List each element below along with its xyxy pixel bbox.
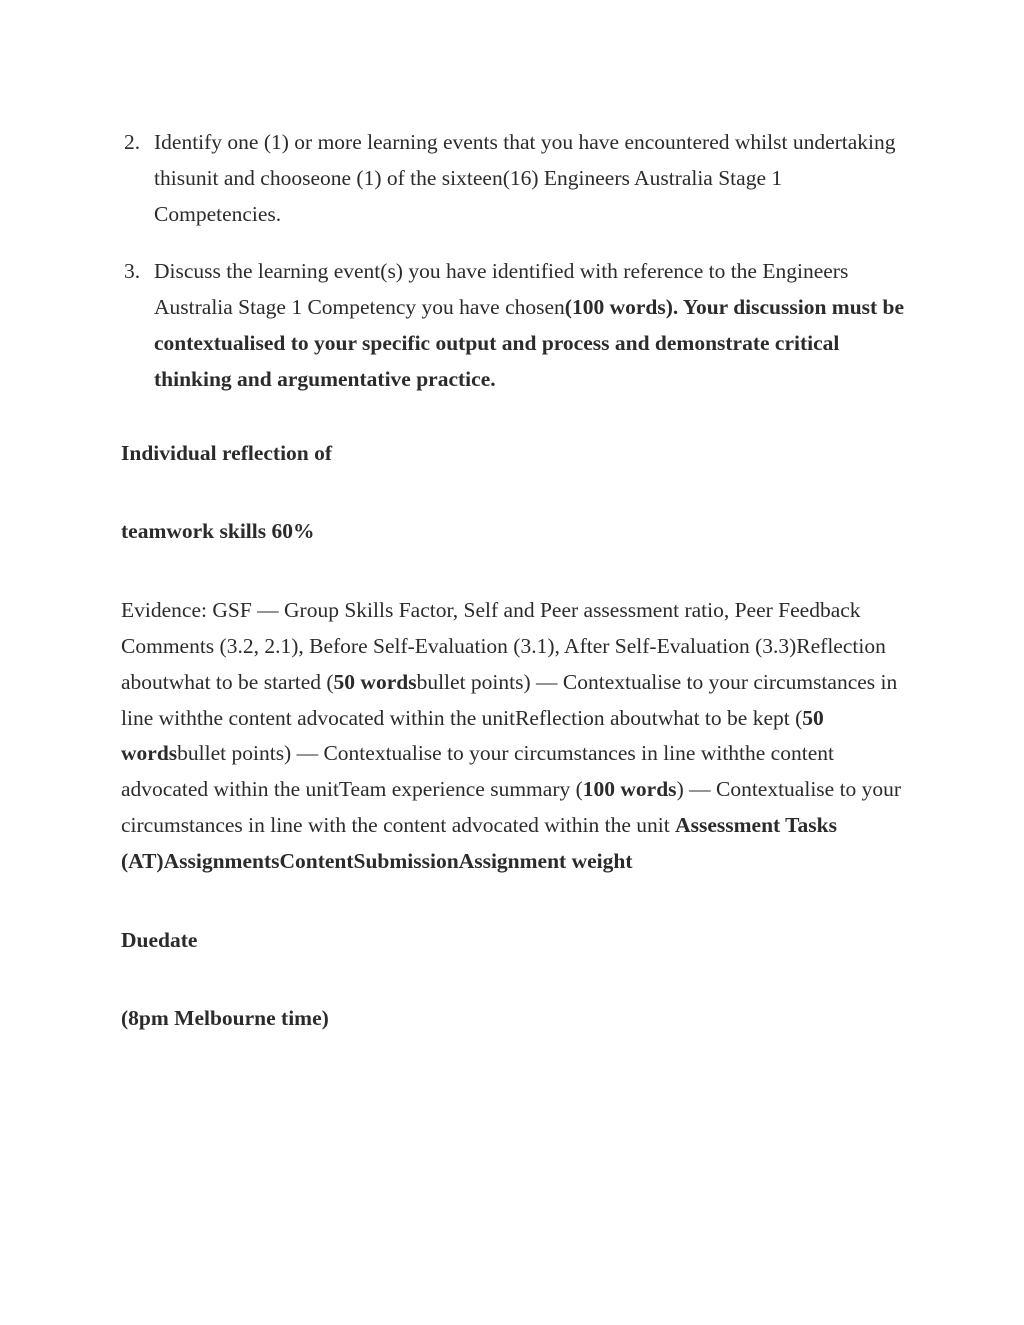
evidence-text-2: bullet points) — Contextualise to your circumstances in line withthe content advocated within the unitReflection aboutwhat to be kept (: [121, 669, 898, 730]
evidence-text-3: bullet points) — Contextualise to your circumstances in line withthe content advocated within the unitTeam experience summary (: [121, 741, 834, 802]
evidence-bold-2: 50 words: [121, 705, 824, 766]
list-item-text: Identify one (1) or more learning events that you have encountered whilst undertaking thisunit and chooseone (1) of the sixteen(16) Engineers Australia Stage 1 Competencies.: [154, 130, 896, 226]
section-heading-teamwork-skills: teamwork skills 60%: [121, 519, 315, 544]
list-item-number: 3.: [124, 259, 141, 284]
list-item-bold-text: (100 words). Your discussion must be contextualised to your specific output and process and demonstrate critical thinking and argumentative practice.: [154, 295, 905, 391]
section-heading-time: (8pm Melbourne time): [121, 1006, 329, 1031]
list-item: [121, 254, 911, 397]
evidence-text-4: ) — Contextualise to your circumstances in line with the content advocated within the unit: [121, 777, 902, 837]
evidence-bold-3: 100 words: [582, 777, 677, 802]
list-item-number: 2.: [124, 130, 141, 154]
list-item-text: Discuss the learning event(s) you have identified with reference to the Engineers Australia Stage 1 Competency you have chosen: [154, 259, 849, 320]
section-heading-individual-reflection: Individual reflection of: [121, 440, 333, 465]
document-page: [121, 125, 911, 1037]
evidence-bold-4: Assessment Tasks (AT)AssignmentsContentSubmissionAssignment weight: [121, 812, 837, 873]
evidence-bold-1: 50 words: [333, 669, 417, 694]
section-heading-duedate: Duedate: [121, 927, 198, 952]
evidence-text-1: Evidence: GSF — Group Skills Factor, Self and Peer assessment ratio, Peer Feedback Comments (3.2, 2.1), Before Self-Evaluation (3.1), After Self-Evaluation (3.3)Reflection aboutwhat to be started (: [121, 598, 886, 694]
list-item: [121, 125, 911, 232]
numbered-list: [121, 125, 911, 398]
evidence-paragraph: [121, 593, 911, 879]
